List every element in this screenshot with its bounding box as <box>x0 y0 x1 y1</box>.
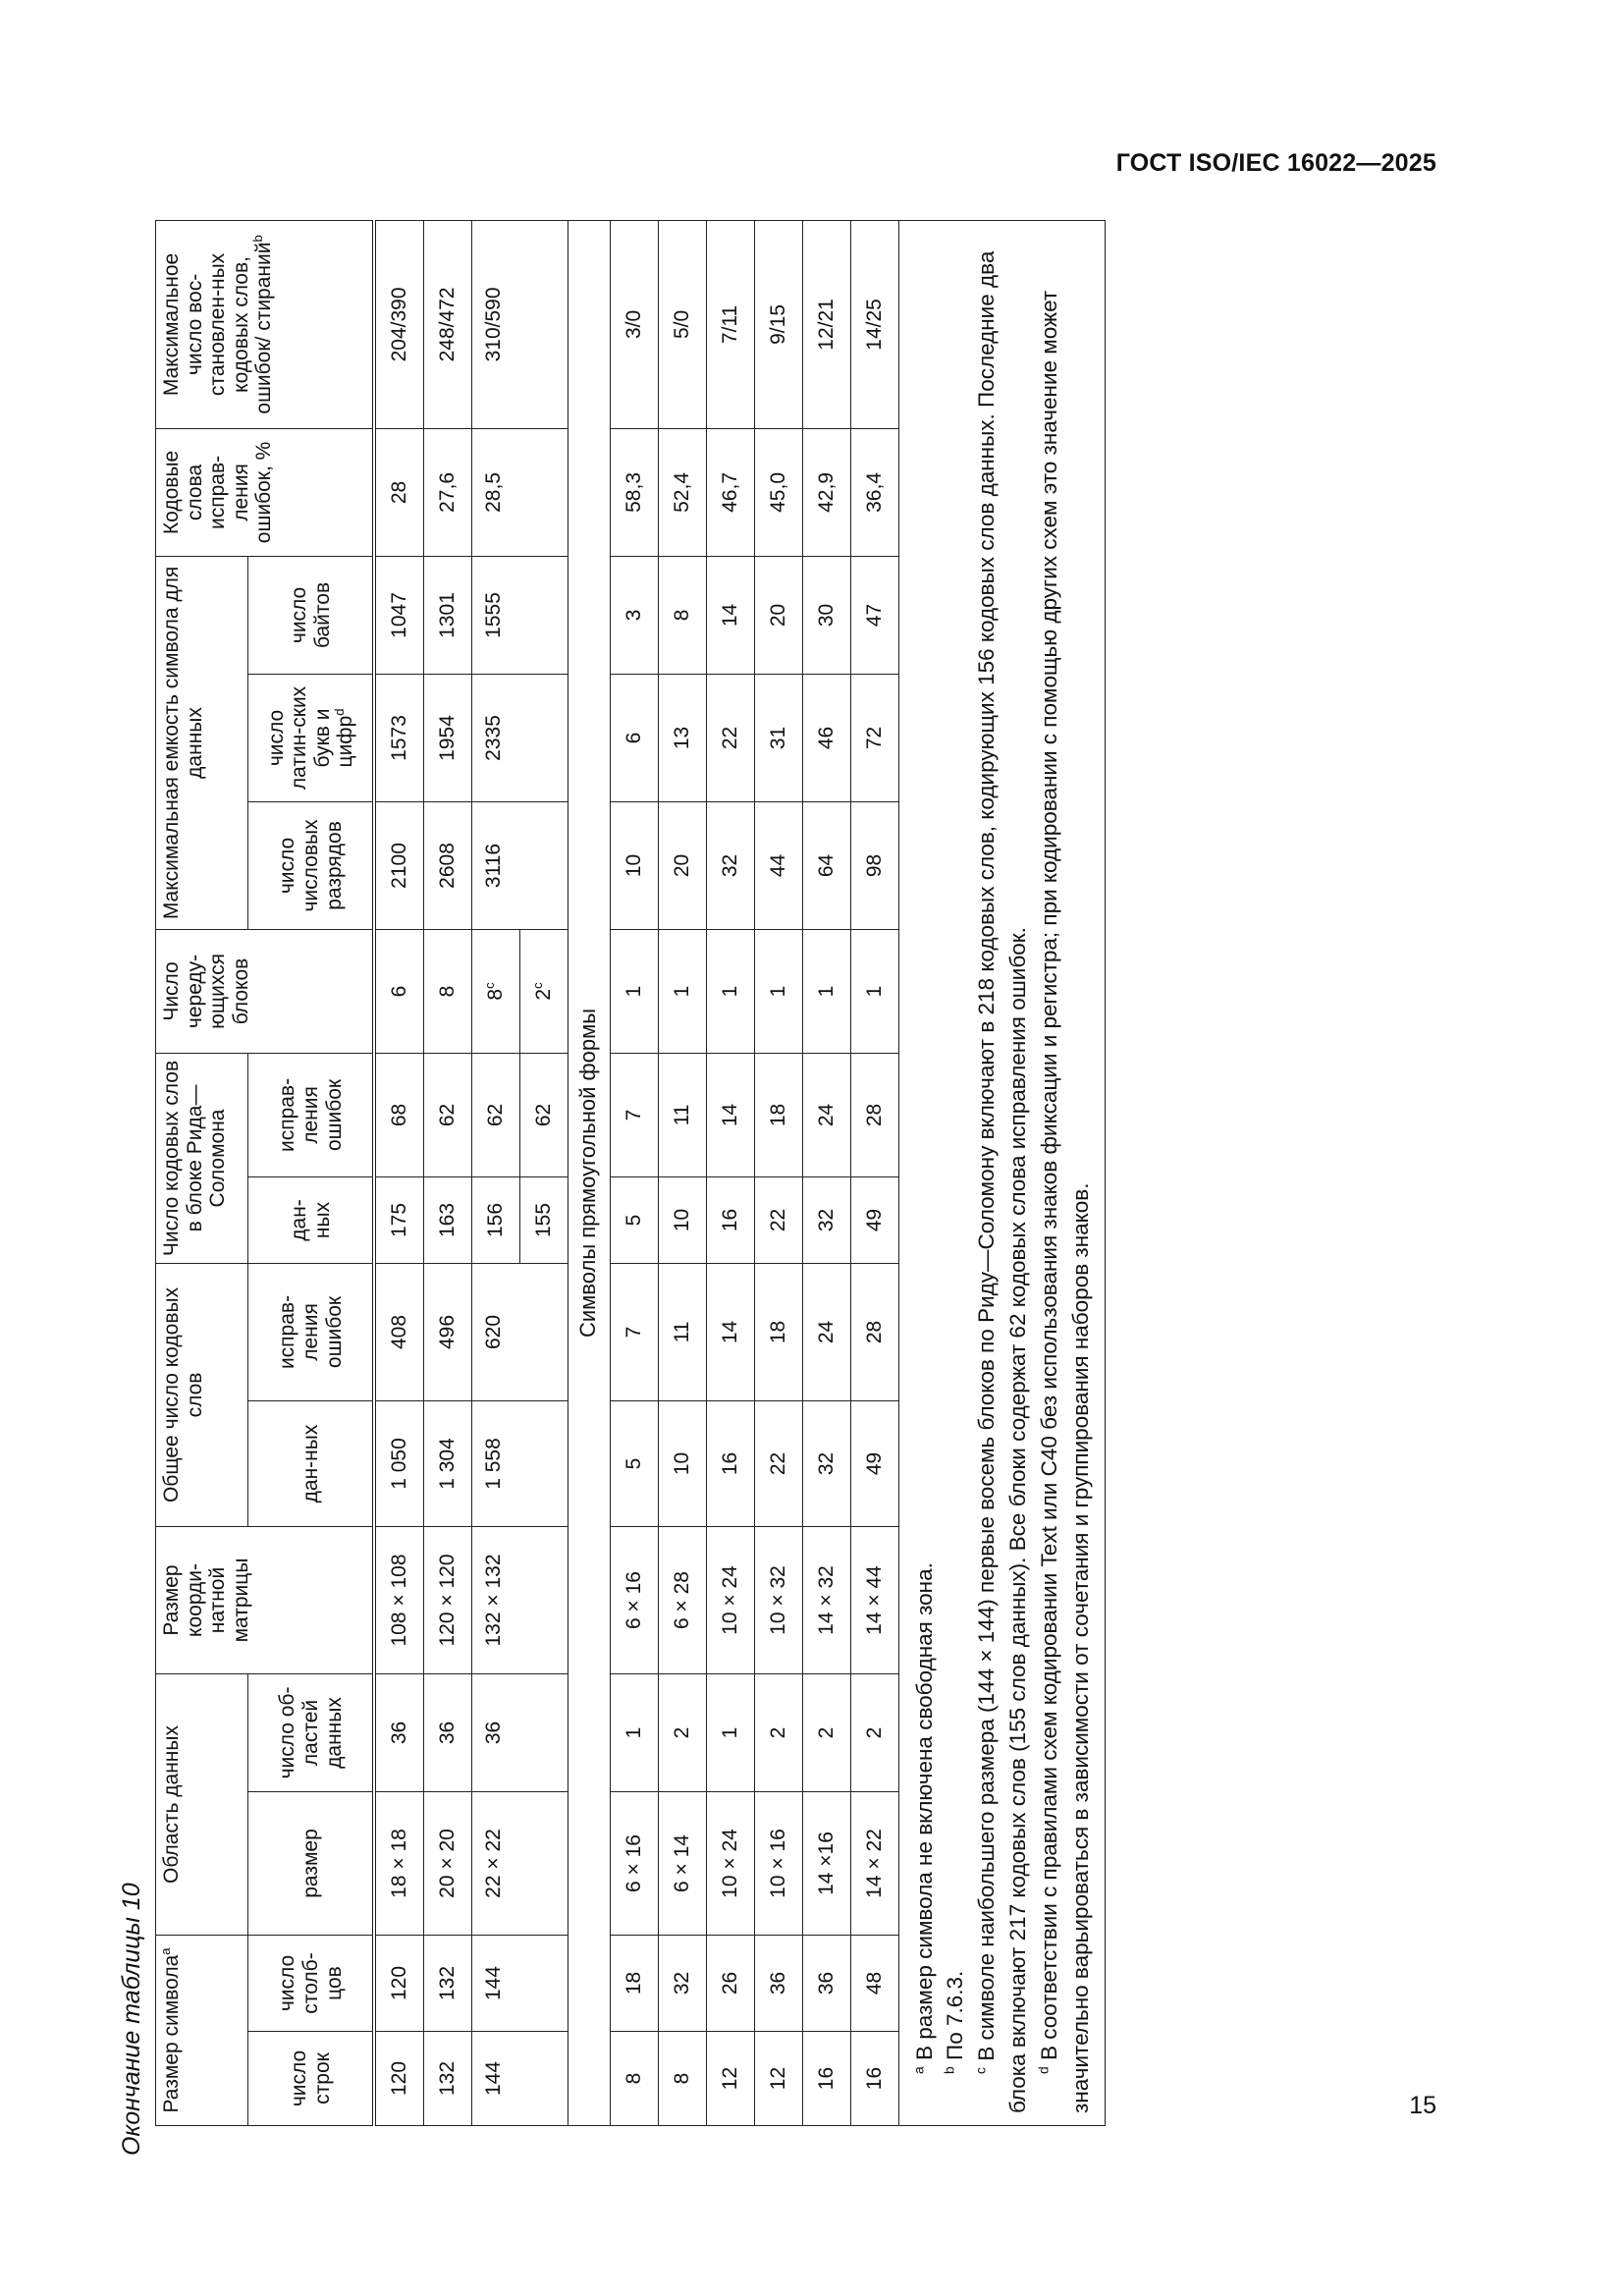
table-cell: 8 <box>610 2032 658 2126</box>
cols-header: число столб-цов <box>248 1935 374 2031</box>
footnote-mark: b <box>250 235 266 243</box>
table-cell: 2 <box>658 1673 706 1791</box>
table-cell: 248/472 <box>423 220 471 428</box>
table-cell: 31 <box>754 674 802 801</box>
table-cell: 12 <box>706 2032 754 2126</box>
table-cell: 68 <box>374 1053 424 1176</box>
table-cell: 6 <box>610 674 658 801</box>
table-cell: 16 <box>706 1176 754 1263</box>
table-cell: 20 <box>658 801 706 929</box>
table-row <box>706 220 754 2125</box>
table-cell: 2 <box>754 1673 802 1791</box>
table-cell: 62 <box>423 1053 471 1176</box>
table-cell: 7 <box>610 1053 658 1176</box>
table-row <box>610 220 658 2125</box>
table-row <box>658 220 706 2125</box>
table-cell: 14 <box>706 556 754 674</box>
table-cell: 2100 <box>374 801 424 929</box>
table-cell: 2$^c$ <box>519 929 568 1053</box>
table-cell: 1555 <box>471 556 568 674</box>
table-cell: 20 × 20 <box>423 1791 471 1935</box>
table-cell: 3116 <box>471 801 568 929</box>
table-row <box>850 220 898 2125</box>
table-cell: 32 <box>658 1935 706 2031</box>
table-cell: 10 × 32 <box>754 1526 802 1673</box>
table-cell: 36 <box>423 1673 471 1791</box>
table-cell: 1301 <box>423 556 471 674</box>
table-cell: 14 × 44 <box>850 1526 898 1673</box>
table-cell: 28 <box>850 1053 898 1176</box>
table-cell: 1954 <box>423 674 471 801</box>
table-row <box>754 220 802 2125</box>
table-cell: 46,7 <box>706 428 754 556</box>
table-cell: 8$^c$ <box>471 929 519 1053</box>
table-cell: 7/11 <box>706 220 754 428</box>
footnote-a: $^a$ В размер символа не включена свободная зона. <box>910 1562 937 2074</box>
table-cell: 10 × 24 <box>706 1526 754 1673</box>
table-cell: 155 <box>519 1176 568 1263</box>
table-cell: 5 <box>610 1400 658 1526</box>
table-cell: 120 × 120 <box>423 1526 471 1673</box>
table-row <box>423 220 471 2125</box>
table-cell: 1 <box>802 929 850 1053</box>
table-cell: 6 × 28 <box>658 1526 706 1673</box>
table-cell: 132 <box>423 1935 471 2031</box>
max-correctable-header: Максимальное число вос-становлен-ных кодовых слов, ошибок/ стираний$^b$ <box>156 220 374 428</box>
table-cell: 6 × 14 <box>658 1791 706 1935</box>
footnote-mark: c <box>529 982 545 989</box>
table-cell: 6 × 16 <box>610 1526 658 1673</box>
table-cell: 620 <box>471 1263 568 1400</box>
symbol-size-header: Размер символа$^a$ <box>156 1935 248 2125</box>
table-cell: 32 <box>706 801 754 929</box>
table-cell: 24 <box>802 1053 850 1176</box>
total-codewords-header: Общее число кодовых слов <box>156 1263 248 1526</box>
table-cell: 3 <box>610 556 658 674</box>
table-cell: 62 <box>519 1053 568 1176</box>
table-cell: 22 <box>754 1176 802 1263</box>
footnotes-row <box>898 220 1106 2125</box>
table-cell: 64 <box>802 801 850 929</box>
table-cell: 11 <box>658 1053 706 1176</box>
table-cell: 24 <box>802 1263 850 1400</box>
table-cell: 10 <box>658 1400 706 1526</box>
table-cell: 22 <box>754 1400 802 1526</box>
table-cell: 120 <box>374 1935 424 2031</box>
table-cell: 10 × 16 <box>754 1791 802 1935</box>
table-cell: 42,9 <box>802 428 850 556</box>
table-cell: 1 <box>706 1673 754 1791</box>
footnotes <box>898 220 1106 2125</box>
table-cell: 26 <box>706 1935 754 2031</box>
table-cell: 36 <box>374 1673 424 1791</box>
table-cell: 1047 <box>374 556 424 674</box>
table-cell: 1573 <box>374 674 424 801</box>
table-cell: 132 <box>423 2032 471 2126</box>
table-cell: 36 <box>471 1673 568 1791</box>
section-heading-row <box>568 220 610 2125</box>
footnote-b: $^b$ По 7.6.3. <box>941 1970 968 2074</box>
block-data-header: дан-ных <box>248 1176 374 1263</box>
table-cell: 49 <box>850 1400 898 1526</box>
table-wrapper <box>155 221 1106 2126</box>
page-number: 15 <box>1409 2092 1436 2119</box>
table-cell: 16 <box>706 1400 754 1526</box>
table-cell: 1 304 <box>423 1400 471 1526</box>
table-cell: 28 <box>850 1263 898 1400</box>
table-cell: 132 × 132 <box>471 1526 568 1673</box>
table-cell: 1 <box>706 929 754 1053</box>
total-ec-header: исправ-ления ошибок <box>248 1263 374 1400</box>
table-cell: 7 <box>610 1263 658 1400</box>
table-cell: 30 <box>802 556 850 674</box>
table-cell: 46 <box>802 674 850 801</box>
footnote-c: $^c$ В символе наибольшего размера (144 × 144) первые восемь блоков по Риду—Соломону включают в 218 кодовых слов, кодирующих 156 кодовых слов данных. Последние два блока включают 217 кодовых слов (155 слов данных). Все блоки содержат 62 кодовых слова исправления ошибок. <box>972 250 1031 2113</box>
table-cell: 18 <box>754 1053 802 1176</box>
table-cell: 2 <box>802 1673 850 1791</box>
footnote-mark: d <box>332 708 348 716</box>
table-cell: 36 <box>802 1935 850 2031</box>
document-id-header: ГОСТ ISO/IEC 16022—2025 <box>1115 149 1436 177</box>
table-cell: 2335 <box>471 674 568 801</box>
table-cell: 18 <box>610 1935 658 2031</box>
ec-percent-header: Кодовые слова исправ-ления ошибок, % <box>156 428 374 556</box>
table-cell: 22 × 22 <box>471 1791 568 1935</box>
table-cell: 10 <box>610 801 658 929</box>
table-cell: 108 × 108 <box>374 1526 424 1673</box>
table-cell: 1 050 <box>374 1400 424 1526</box>
table-cell: 32 <box>802 1400 850 1526</box>
table-cell: 8 <box>658 556 706 674</box>
total-data-header: дан-ных <box>248 1400 374 1526</box>
table-cell: 14/25 <box>850 220 898 428</box>
table-cell: 5/0 <box>658 220 706 428</box>
table-cell: 3/0 <box>610 220 658 428</box>
table-row <box>802 220 850 2125</box>
table-cell: 16 <box>802 2032 850 2126</box>
table-cell: 408 <box>374 1263 424 1400</box>
table-caption: Окончание таблицы 10 <box>118 1883 145 2156</box>
table-cell: 144 <box>471 2032 568 2126</box>
table-cell: 10 × 24 <box>706 1791 754 1935</box>
table-cell: 36,4 <box>850 428 898 556</box>
table-cell: 156 <box>471 1176 519 1263</box>
table-cell: 52,4 <box>658 428 706 556</box>
table-cell: 14 <box>706 1053 754 1176</box>
footnote-mark: c <box>972 2067 989 2074</box>
table-cell: 310/590 <box>471 220 568 428</box>
table-cell: 22 <box>706 674 754 801</box>
data-table <box>155 220 1106 2126</box>
block-ec-header: исправ-ления ошибок <box>248 1053 374 1176</box>
matrix-size-header: Размер коорди-натной матрицы <box>156 1526 374 1673</box>
table-cell: 6 × 16 <box>610 1791 658 1935</box>
table-cell: 496 <box>423 1263 471 1400</box>
table-cell: 44 <box>754 801 802 929</box>
table-cell: 16 <box>850 2032 898 2126</box>
table-cell: 72 <box>850 674 898 801</box>
table-cell: 6 <box>374 929 424 1053</box>
table-cell: 8 <box>423 929 471 1053</box>
region-count-header: число об-ластей данных <box>248 1673 374 1791</box>
table-cell: 8 <box>658 2032 706 2126</box>
table-cell: 14 × 32 <box>802 1526 850 1673</box>
table-cell: 204/390 <box>374 220 424 428</box>
table-cell: 32 <box>802 1176 850 1263</box>
table-row <box>471 220 519 2125</box>
region-size-header: размер <box>248 1791 374 1935</box>
table-cell: 62 <box>471 1053 519 1176</box>
table-cell: 13 <box>658 674 706 801</box>
table-cell: 58,3 <box>610 428 658 556</box>
table-cell: 5 <box>610 1176 658 1263</box>
table-cell: 1 <box>754 929 802 1053</box>
footnote-mark: d <box>1035 2066 1052 2074</box>
table-cell: 175 <box>374 1176 424 1263</box>
table-cell: 10 <box>658 1176 706 1263</box>
table-cell: 98 <box>850 801 898 929</box>
table-cell: 18 × 18 <box>374 1791 424 1935</box>
table-cell: 28 <box>374 428 424 556</box>
byte-capacity-header: число байтов <box>248 556 374 674</box>
footnote-mark: c <box>481 982 497 989</box>
table-cell: 1 <box>658 929 706 1053</box>
table-cell: 1 <box>610 929 658 1053</box>
table-cell: 18 <box>754 1263 802 1400</box>
data-region-header: Область данных <box>156 1673 248 1935</box>
interleaved-blocks-header: Число череду-ющихся блоков <box>156 929 374 1053</box>
table-cell: 12/21 <box>802 220 850 428</box>
table-cell: 45,0 <box>754 428 802 556</box>
table-cell: 28,5 <box>471 428 568 556</box>
table-cell: 12 <box>754 2032 802 2126</box>
table-cell: 48 <box>850 1935 898 2031</box>
table-cell: 9/15 <box>754 220 802 428</box>
rotated-table-block <box>108 191 1100 2156</box>
table-cell: 14 × 22 <box>850 1791 898 1935</box>
table-cell: 14 ×16 <box>802 1791 850 1935</box>
table-cell: 1 <box>610 1673 658 1791</box>
table-cell: 20 <box>754 556 802 674</box>
alnum-capacity-header: число латин-ских букв и цифр$^d$ <box>248 674 374 801</box>
table-row <box>374 220 424 2125</box>
table-cell: 11 <box>658 1263 706 1400</box>
block-codewords-header: Число кодовых слов в блоке Рида—Соломона <box>156 1053 248 1263</box>
table-cell: 1 <box>850 929 898 1053</box>
table-cell: 27,6 <box>423 428 471 556</box>
table-cell: 163 <box>423 1176 471 1263</box>
table-cell: 47 <box>850 556 898 674</box>
rows-header: число строк <box>248 2032 374 2126</box>
table-cell: 36 <box>754 1935 802 2031</box>
table-cell: 49 <box>850 1176 898 1263</box>
section-title: Символы прямоугольной формы <box>568 220 610 2125</box>
footnote-d: $^d$ В соответствии с правилами схем кодировании Text или C40 без использования знаков фиксации и регистра; при кодировании с помощью других схем это значение может значительно варьироваться в зависимости от сочетания и группирования наборов знаков. <box>1035 290 1094 2113</box>
table-cell: 14 <box>706 1263 754 1400</box>
table-cell: 120 <box>374 2032 424 2126</box>
table-cell: 2 <box>850 1673 898 1791</box>
table-cell: 144 <box>471 1935 568 2031</box>
table-cell: 2608 <box>423 801 471 929</box>
footnote-mark: a <box>158 1947 173 1955</box>
data-capacity-header: Максимальная емкость символа для данных <box>156 556 248 929</box>
numeric-capacity-header: число числовых разрядов <box>248 801 374 929</box>
footnote-mark: b <box>941 2066 957 2074</box>
table-cell: 1 558 <box>471 1400 568 1526</box>
footnote-mark: a <box>910 2066 926 2074</box>
